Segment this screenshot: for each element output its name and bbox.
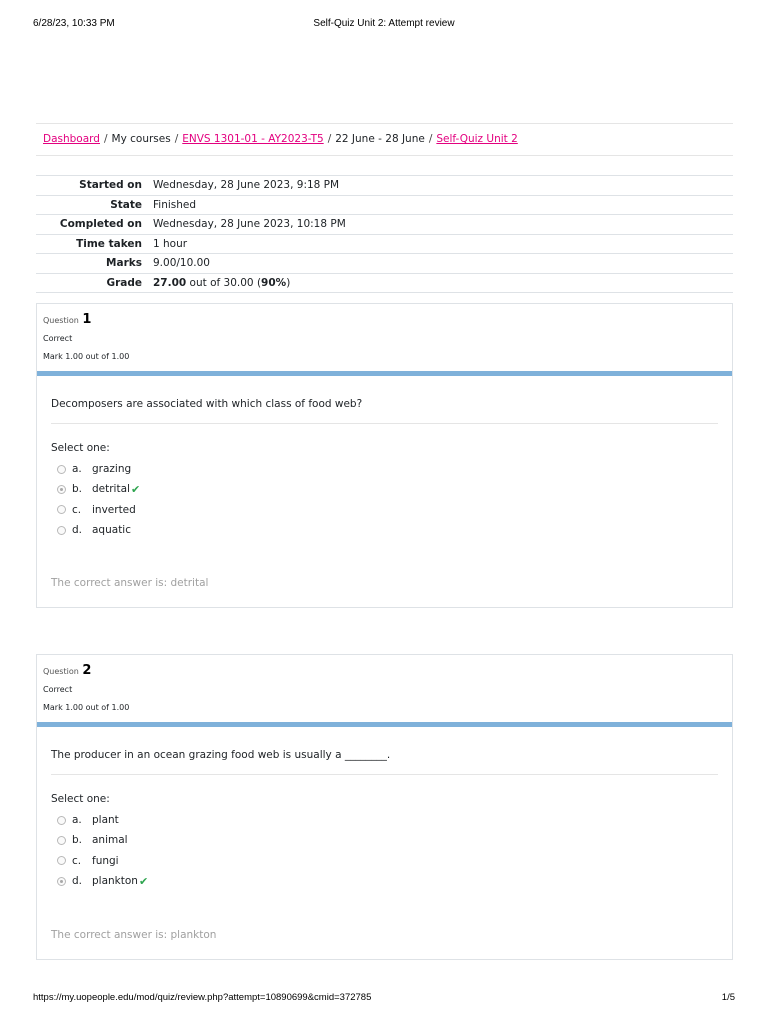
grade-percent: 90% bbox=[261, 276, 287, 289]
option-b[interactable] bbox=[51, 830, 718, 850]
question-number: 2 bbox=[82, 663, 92, 678]
question-number-line bbox=[43, 312, 726, 328]
summary-label: Completed on bbox=[36, 215, 148, 235]
question-info bbox=[37, 655, 732, 722]
option-letter: a. bbox=[72, 463, 82, 476]
option-d[interactable] bbox=[51, 871, 718, 891]
breadcrumb-my-courses: My courses bbox=[111, 133, 171, 145]
option-a[interactable] bbox=[51, 459, 718, 479]
question-text: Decomposers are associated with which class of food web? bbox=[51, 376, 718, 424]
summary-label: Marks bbox=[36, 254, 148, 274]
breadcrumb bbox=[36, 123, 733, 156]
option-d[interactable] bbox=[51, 520, 718, 540]
summary-row-started bbox=[36, 176, 733, 196]
answer-options bbox=[51, 810, 718, 891]
summary-label: Started on bbox=[36, 176, 148, 196]
correct-answer-feedback: The correct answer is: detrital bbox=[51, 577, 209, 589]
correct-check-icon: ✔ bbox=[130, 482, 141, 496]
summary-label: Time taken bbox=[36, 234, 148, 254]
print-url: https://my.uopeople.edu/mod/quiz/review.php?attempt=10890699&cmid=372785 bbox=[33, 992, 372, 1003]
option-b[interactable] bbox=[51, 479, 718, 499]
grade-score: 27.00 bbox=[153, 276, 187, 289]
breadcrumb-separator: / bbox=[428, 133, 433, 145]
question-mark: Mark 1.00 out of 1.00 bbox=[43, 352, 130, 362]
breadcrumb-week: 22 June - 28 June bbox=[335, 133, 425, 145]
question-state: Correct bbox=[43, 684, 73, 694]
answer-options bbox=[51, 459, 718, 540]
option-text: plankton bbox=[92, 875, 138, 888]
breadcrumb-quiz-link[interactable]: Self-Quiz Unit 2 bbox=[436, 133, 518, 145]
breadcrumb-separator: / bbox=[327, 133, 332, 145]
question-text: The producer in an ocean grazing food web is usually a ________. bbox=[51, 727, 718, 775]
summary-row-grade bbox=[36, 273, 733, 293]
question-label: Question bbox=[43, 667, 79, 676]
attempt-summary-table bbox=[36, 175, 733, 293]
radio-unchecked-icon[interactable] bbox=[57, 836, 66, 845]
radio-unchecked-icon[interactable] bbox=[57, 526, 66, 535]
grade-out-of: out of 30.00 ( bbox=[186, 276, 262, 289]
breadcrumb-separator: / bbox=[103, 133, 108, 145]
option-text: fungi bbox=[92, 854, 119, 867]
summary-label: State bbox=[36, 195, 148, 215]
option-letter: b. bbox=[72, 834, 83, 847]
question-2 bbox=[36, 654, 733, 960]
option-c[interactable] bbox=[51, 500, 718, 520]
option-letter: c. bbox=[72, 854, 82, 867]
summary-row-marks bbox=[36, 254, 733, 274]
radio-unchecked-icon[interactable] bbox=[57, 465, 66, 474]
question-state: Correct bbox=[43, 333, 73, 343]
option-c[interactable] bbox=[51, 851, 718, 871]
option-text: plant bbox=[92, 814, 119, 827]
grade-close: ) bbox=[286, 276, 291, 289]
radio-unchecked-icon[interactable] bbox=[57, 816, 66, 825]
radio-unchecked-icon[interactable] bbox=[57, 505, 66, 514]
option-letter: b. bbox=[72, 483, 83, 496]
option-letter: d. bbox=[72, 875, 83, 888]
summary-row-completed bbox=[36, 215, 733, 235]
summary-value: Wednesday, 28 June 2023, 10:18 PM bbox=[148, 215, 733, 235]
option-a[interactable] bbox=[51, 810, 718, 830]
question-mark: Mark 1.00 out of 1.00 bbox=[43, 703, 130, 713]
question-content bbox=[37, 376, 732, 540]
radio-unchecked-icon[interactable] bbox=[57, 856, 66, 865]
option-text: animal bbox=[92, 834, 128, 847]
correct-answer-feedback: The correct answer is: plankton bbox=[51, 929, 217, 941]
question-number-line bbox=[43, 663, 726, 679]
question-label: Question bbox=[43, 316, 79, 325]
question-1 bbox=[36, 303, 733, 608]
option-text: aquatic bbox=[92, 524, 131, 537]
summary-row-state bbox=[36, 195, 733, 215]
option-text: grazing bbox=[92, 463, 132, 476]
option-text: detrital bbox=[92, 483, 130, 496]
option-letter: c. bbox=[72, 503, 82, 516]
question-number: 1 bbox=[82, 312, 92, 327]
option-text: inverted bbox=[92, 503, 136, 516]
question-content bbox=[37, 727, 732, 891]
summary-value: 1 hour bbox=[148, 234, 733, 254]
summary-label: Grade bbox=[36, 273, 148, 293]
summary-value: 9.00/10.00 bbox=[148, 254, 733, 274]
option-letter: d. bbox=[72, 524, 83, 537]
print-header bbox=[33, 18, 735, 32]
summary-value: Finished bbox=[148, 195, 733, 215]
print-page-title: Self-Quiz Unit 2: Attempt review bbox=[313, 18, 455, 29]
breadcrumb-course-link[interactable]: ENVS 1301-01 - AY2023-T5 bbox=[182, 133, 324, 145]
breadcrumb-dashboard-link[interactable]: Dashboard bbox=[43, 133, 100, 145]
summary-value-grade bbox=[148, 273, 733, 293]
print-page-number: 1/5 bbox=[721, 992, 735, 1003]
summary-value: Wednesday, 28 June 2023, 9:18 PM bbox=[148, 176, 733, 196]
radio-checked-icon[interactable] bbox=[57, 877, 66, 886]
print-footer bbox=[33, 992, 735, 1006]
breadcrumb-separator: / bbox=[174, 133, 179, 145]
option-letter: a. bbox=[72, 814, 82, 827]
radio-checked-icon[interactable] bbox=[57, 485, 66, 494]
question-info bbox=[37, 304, 732, 371]
print-datetime: 6/28/23, 10:33 PM bbox=[33, 18, 115, 29]
select-prompt: Select one: bbox=[51, 793, 110, 805]
correct-check-icon: ✔ bbox=[138, 874, 149, 888]
summary-row-time-taken bbox=[36, 234, 733, 254]
select-prompt: Select one: bbox=[51, 442, 110, 454]
